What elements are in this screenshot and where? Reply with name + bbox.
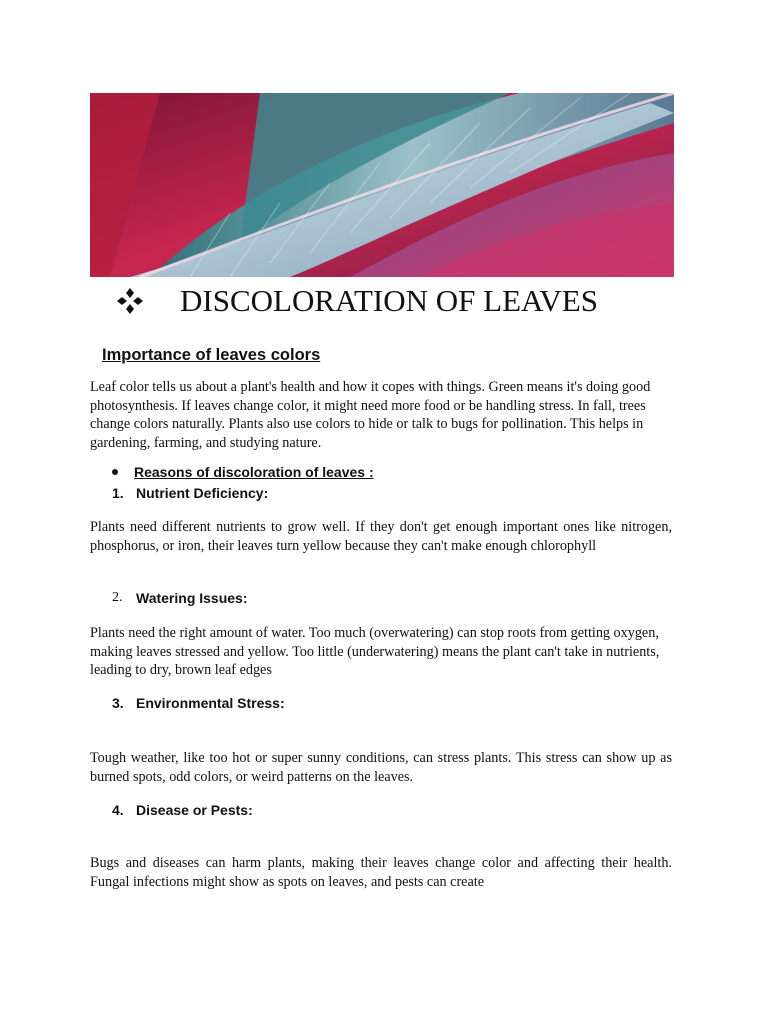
red-leaf-photo <box>90 93 674 277</box>
reason-heading-2 <box>112 590 248 606</box>
four-diamond-icon <box>116 287 144 315</box>
reason-title: Environmental Stress: <box>136 695 285 711</box>
reason-title: Disease or Pests: <box>136 802 253 818</box>
reason-paragraph-3: Tough weather, like too hot or super sunny conditions, can stress plants. This stress can show up as burned spots, odd colors, or weird patterns on the leaves. <box>90 750 672 785</box>
reasons-heading: Reasons of discoloration of leaves : <box>134 464 374 480</box>
reason-title: Nutrient Deficiency: <box>136 485 269 501</box>
bullet-icon <box>112 469 118 475</box>
reason-heading-1 <box>112 485 268 501</box>
reason-paragraph-4: Bugs and diseases can harm plants, making their leaves change color and affecting their health. Fungal infections might show as spots on leaves, and pests can create <box>90 855 672 890</box>
reason-paragraph-2: Plants need the right amount of water. Too much (overwatering) can stop roots from getting oxygen, making leaves stressed and yellow. Too little (underwatering) means the plant can't take in nutrients, leading to dry, brown leaf edges <box>90 625 660 678</box>
importance-heading: Importance of leaves colors <box>102 346 321 364</box>
reason-heading-3 <box>112 695 285 711</box>
reason-number: 3. <box>112 695 124 711</box>
page-title-text: DISCOLORATION OF LEAVES <box>180 283 598 318</box>
reason-number: 4. <box>112 802 124 818</box>
reason-heading-4 <box>112 802 253 818</box>
reason-number: 1. <box>112 485 124 501</box>
importance-paragraph: Leaf color tells us about a plant's health and how it copes with things. Green means it's doing good photosynthesis. If leaves change color, it might need more food or be handling stress. In fall, trees change colors naturally. Plants also use colors to hide or talk to bugs for pollination. This helps in gardening, farming, and studying nature. <box>90 379 651 451</box>
reason-title: Watering Issues: <box>136 590 248 606</box>
reasons-bullet <box>112 464 374 480</box>
leaf-banner-image <box>90 93 674 277</box>
reason-paragraph-1: Plants need different nutrients to grow well. If they don't get enough important ones like nitrogen, phosphorus, or iron, their leaves turn yellow because they can't make enough chlorophyll <box>90 519 672 554</box>
page-title <box>116 281 716 321</box>
reason-number: 2. <box>112 590 123 605</box>
